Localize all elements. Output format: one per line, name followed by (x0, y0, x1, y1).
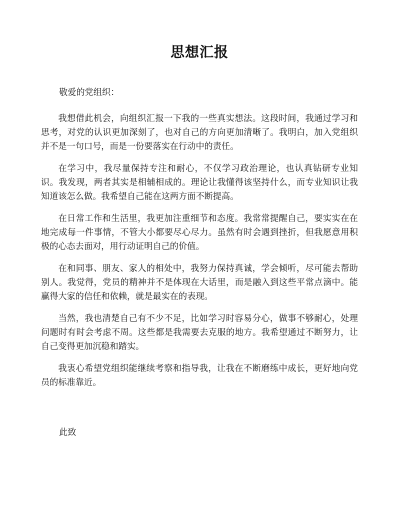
closing-phrase: 此致 (59, 428, 77, 438)
paragraph-6: 我衷心希望党组织能继续考察和指导我，让我在不断磨练中成长，更好地向党员的标准靠近。 (41, 364, 358, 388)
document-body (41, 112, 358, 390)
document-title: 思想汇报 (170, 45, 229, 61)
paragraph-5: 当然，我也清楚自己有不少不足，比如学习时容易分心，做事不够耐心，处理问题时有时会考虑不周。这些都是我需要去克服的地方。我希望通过不断努力，让自己变得更加沉稳和踏实。 (41, 314, 358, 352)
paragraph-3: 在日常工作和生活里，我更加注重细节和态度。我常常提醒自己，要实实在在地完成每一件事情，不管大小都要尽心尽力。虽然有时会遇到挫折，但我愿意用积极的心态去面对，用行动证明自己的价值。 (41, 214, 358, 252)
paragraph-2: 在学习中，我尽量保持专注和耐心，不仅学习政治理论，也认真钻研专业知识。我发现，两者其实是相辅相成的。理论让我懂得该坚持什么，而专业知识让我知道该怎么做。我希望自己能在这两方面不断提高。 (41, 164, 358, 202)
salutation: 敬爱的党组织： (59, 88, 120, 98)
paragraph-1: 我想借此机会，向组织汇报一下我的一些真实想法。这段时间，我通过学习和思考，对党的认识更加深刻了，也对自己的方向更加清晰了。我明白，加入党组织并不是一句口号，而是一份要落实在行动中的责任。 (41, 114, 358, 152)
paragraph-4: 在和同事、朋友、家人的相处中，我努力保持真诚，学会倾听，尽可能去帮助别人。我觉得，党员的精神并不是体现在大话里，而是融入到这些平常点滴中。能赢得大家的信任和依赖，就是最实在的表现。 (41, 264, 358, 302)
